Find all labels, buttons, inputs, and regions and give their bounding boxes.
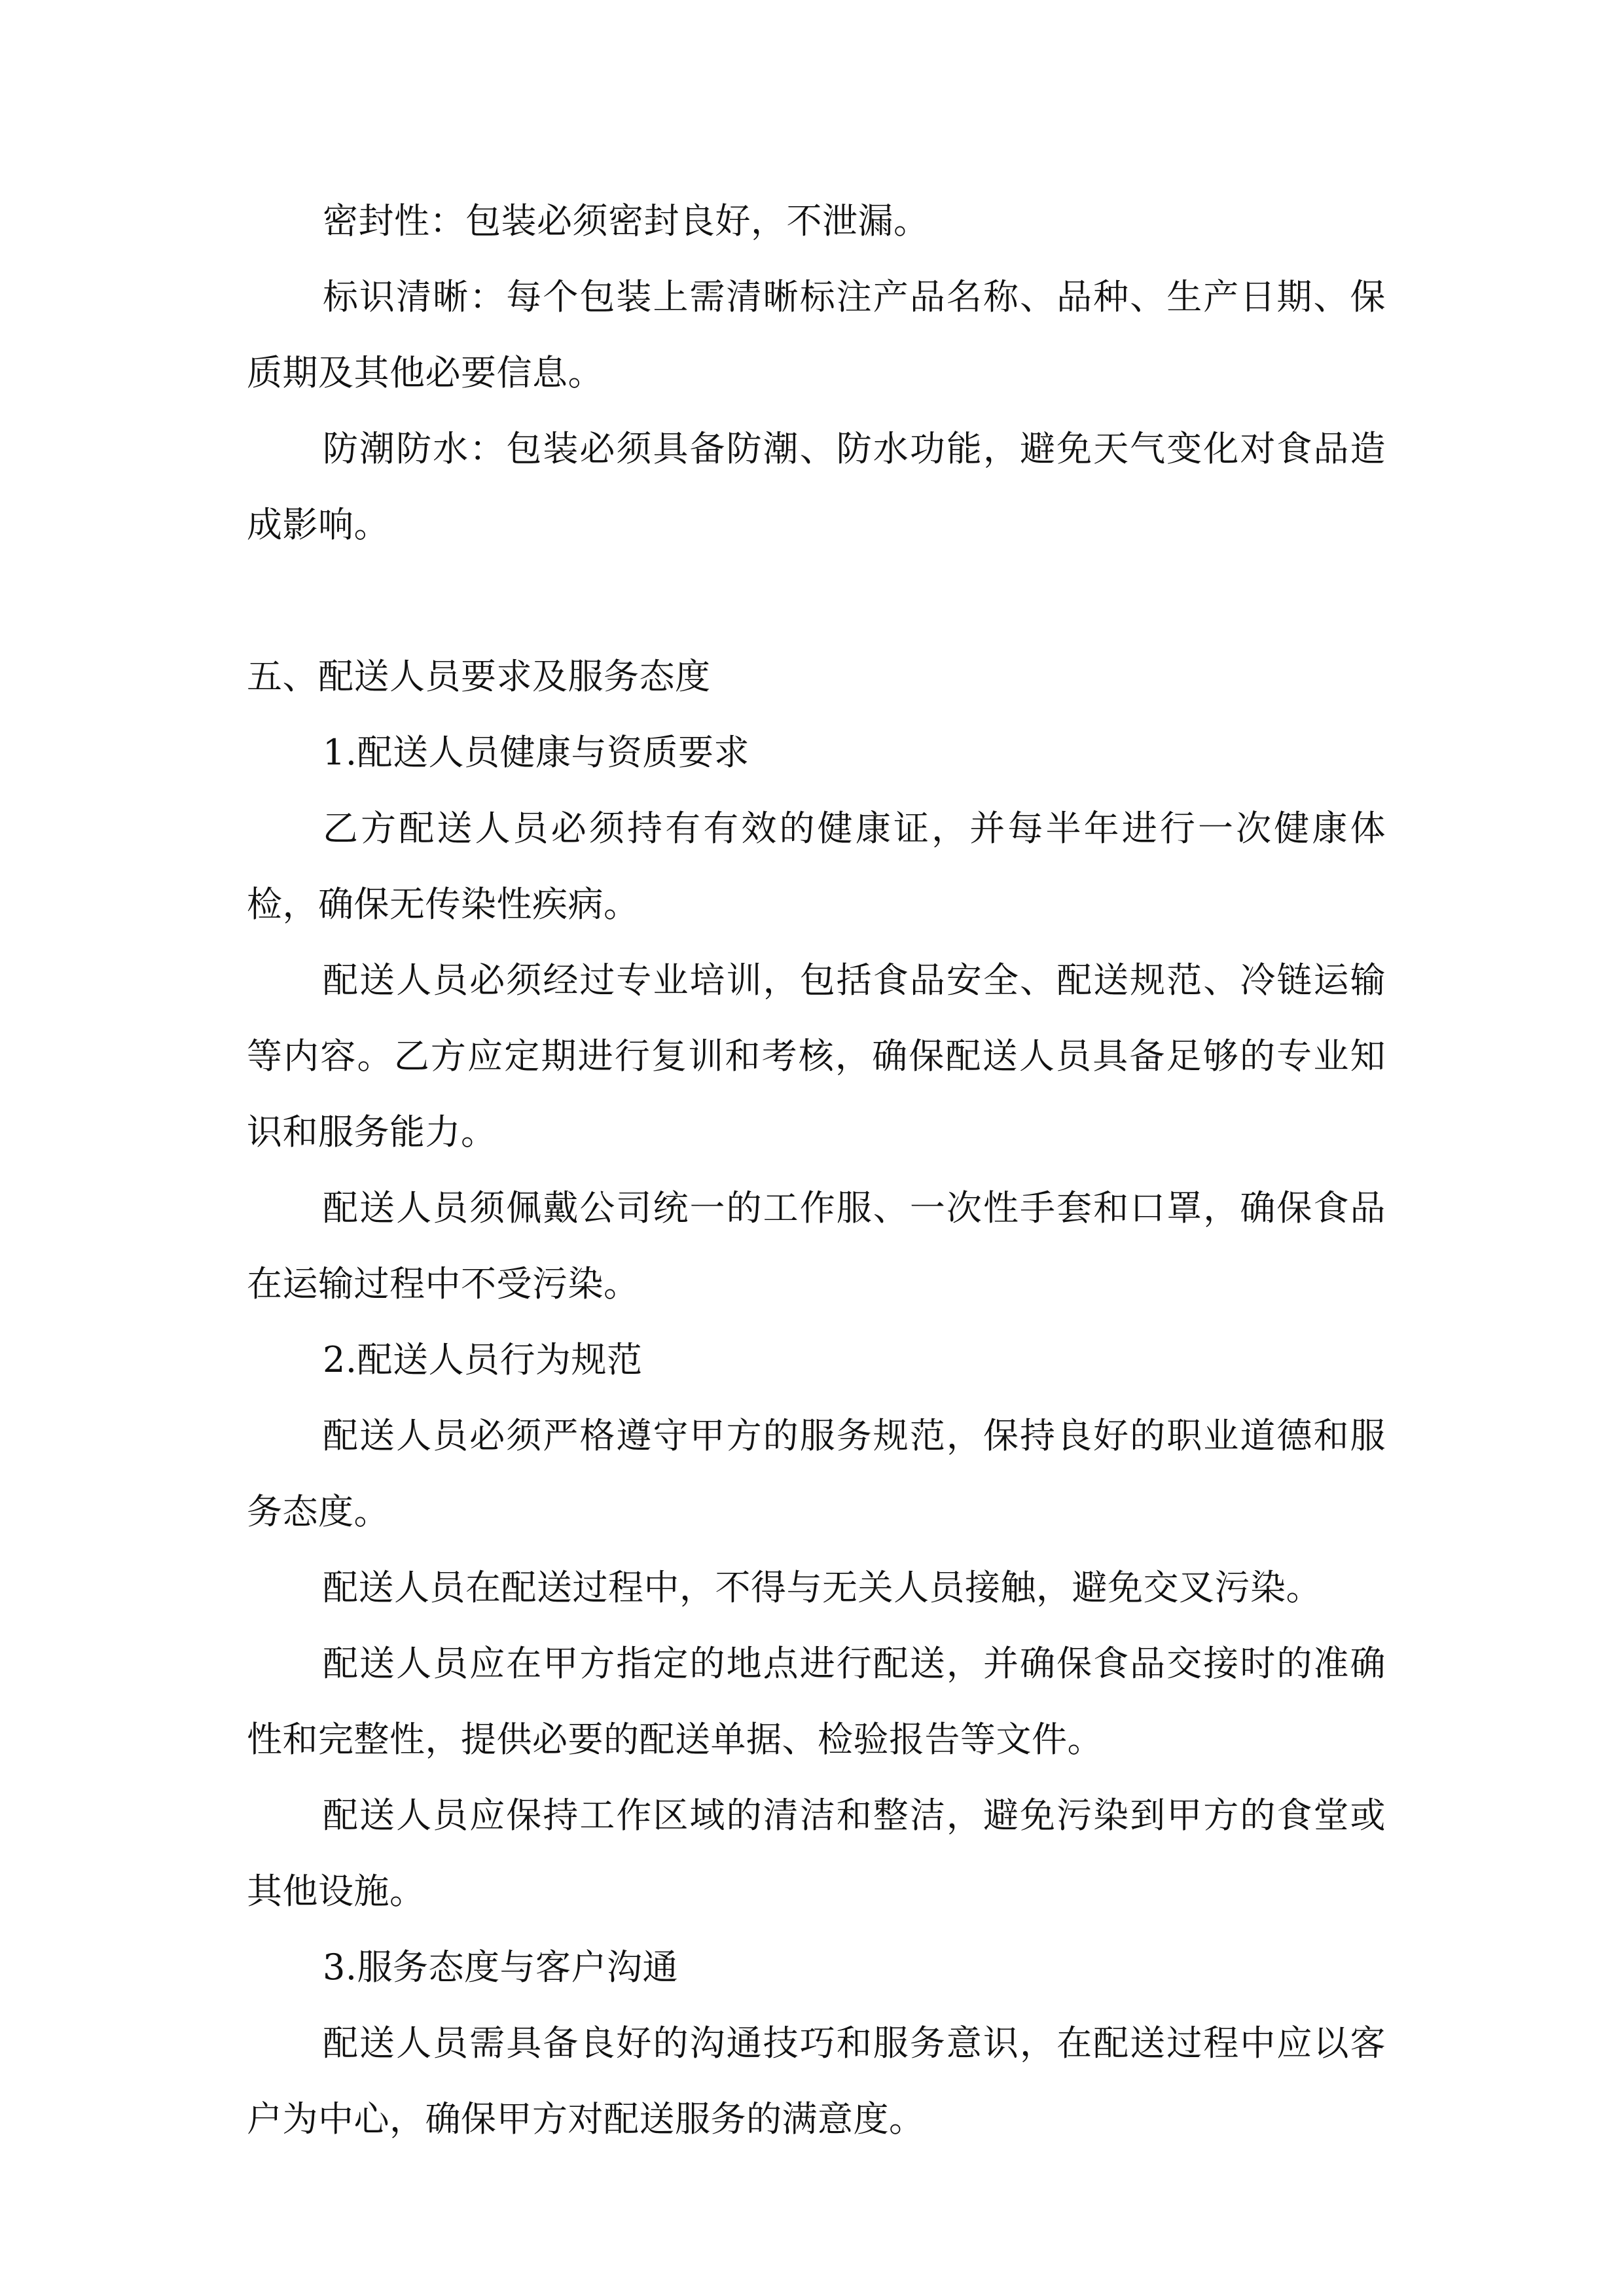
paragraph-health-certificate: 乙方配送人员必须持有有效的健康证，并每半年进行一次健康体检，确保无传染性疾病。	[247, 808, 1386, 925]
paragraph-delivery-location: 配送人员应在甲方指定的地点进行配送，并确保食品交接时的准确性和完整性，提供必要的配送单据、检验报告等文件。	[247, 1643, 1386, 1760]
subsection-title-3: 3.服务态度与客户沟通	[323, 1946, 679, 1988]
paragraph-no-contact: 配送人员在配送过程中，不得与无关人员接触，避免交叉污染。	[323, 1567, 1322, 1608]
paragraph-conduct: 配送人员必须严格遵守甲方的服务规范，保持良好的职业道德和服务态度。	[247, 1415, 1386, 1532]
document-body	[247, 183, 1386, 2157]
paragraph-training: 配送人员必须经过专业培训，包括食品安全、配送规范、冷链运输等内容。乙方应定期进行复训和考核，确保配送人员具备足够的专业知识和服务能力。	[247, 960, 1386, 1153]
subsection-title-1: 1.配送人员健康与资质要求	[323, 732, 750, 773]
subsection-title-2: 2.配送人员行为规范	[323, 1339, 643, 1380]
paragraph-labeling: 标识清晰：每个包装上需清晰标注产品名称、品种、生产日期、保质期及其他必要信息。	[247, 276, 1386, 393]
paragraph-communication: 配送人员需具备良好的沟通技巧和服务意识，在配送过程中应以客户为中心，确保甲方对配送服务的满意度。	[247, 2022, 1386, 2140]
section-heading: 五、配送人员要求及服务态度	[247, 656, 711, 697]
paragraph-uniform: 配送人员须佩戴公司统一的工作服、一次性手套和口罩，确保食品在运输过程中不受污染。	[247, 1187, 1386, 1304]
section-gap	[247, 563, 1386, 639]
paragraph-moisture-proof: 防潮防水：包装必须具备防潮、防水功能，避免天气变化对食品造成影响。	[247, 428, 1386, 545]
paragraph-sealing: 密封性：包装必须密封良好，不泄漏。	[323, 200, 929, 242]
paragraph-cleanliness: 配送人员应保持工作区域的清洁和整洁，避免污染到甲方的食堂或其他设施。	[247, 1795, 1386, 1912]
